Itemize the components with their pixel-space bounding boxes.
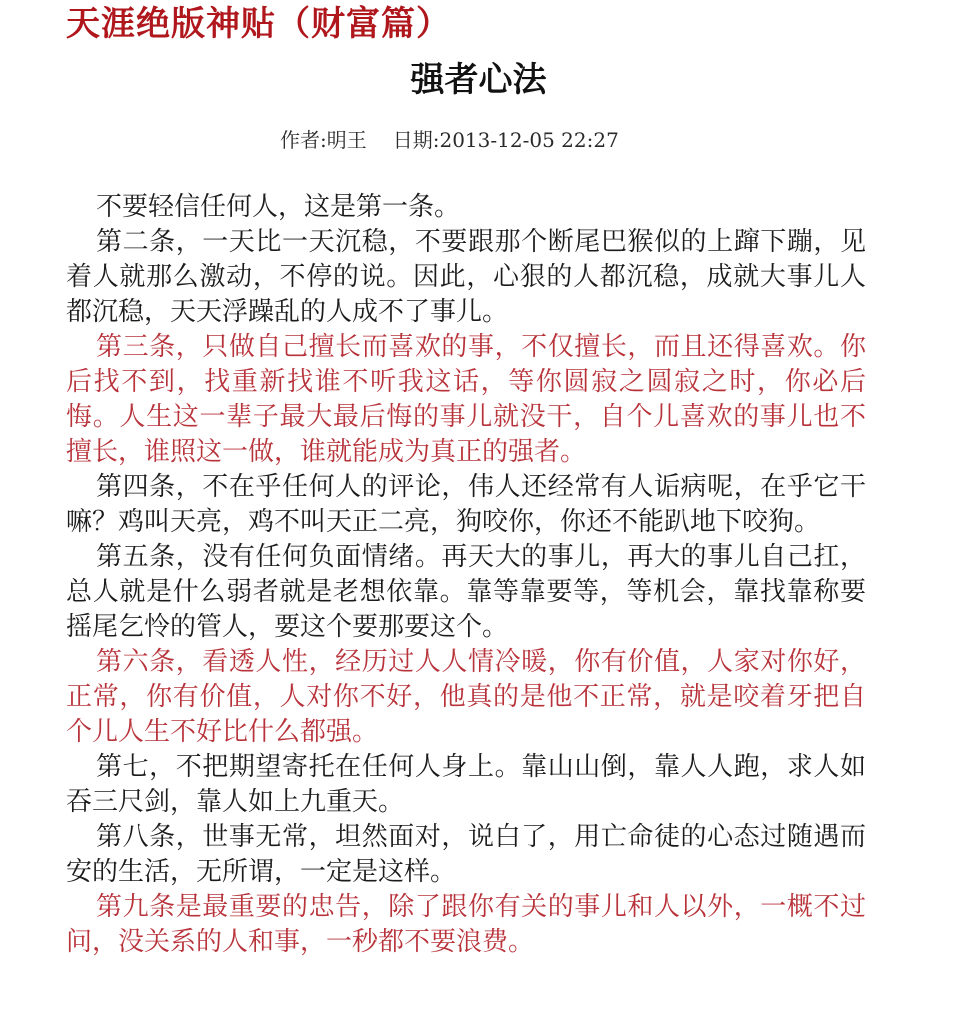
- paragraph-rule-7: 第七，不把期望寄托在任何人身上。靠山山倒，靠人人跑，求人如吞三尺剑，靠人如上九重天。: [66, 752, 866, 817]
- article-body: [66, 190, 866, 960]
- paragraph-rule-8: 第八条，世事无常，坦然面对，说白了，用亡命徒的心态过随遇而安的生活，无所谓，一定是这样。: [66, 822, 866, 887]
- author-label: 作者:明王: [280, 128, 367, 152]
- series-banner: 天涯绝版神贴（财富篇）: [66, 4, 451, 44]
- paragraph-rule-9: 第九条是最重要的忠告，除了跟你有关的事儿和人以外，一概不过问，没关系的人和事，一秒都不要浪费。: [66, 892, 866, 957]
- paragraph-rule-5: 第五条，没有任何负面情绪。再天大的事儿，再大的事儿自己扛，总人就是什么弱者就是老想依靠。靠等靠要等，等机会，靠找靠称要摇尾乞怜的管人，要这个要那要这个。: [66, 542, 866, 642]
- paragraph-rule-2: 第二条，一天比一天沉稳，不要跟那个断尾巴猴似的上蹿下蹦，见着人就那么激动，不停的说。因此，心狠的人都沉稳，成就大事儿人都沉稳，天天浮躁乱的人成不了事儿。: [66, 227, 866, 327]
- paragraph-rule-6: 第六条，看透人性，经历过人人情冷暖，你有价值，人家对你好，正常，你有价值，人对你不好，他真的是他不正常，就是咬着牙把自个儿人生不好比什么都强。: [66, 647, 866, 747]
- paragraph-rule-3: 第三条，只做自己擅长而喜欢的事，不仅擅长，而且还得喜欢。你后找不到，找重新找谁不听我这话，等你圆寂之圆寂之时，你必后悔。人生这一辈子最大最后悔的事儿就没干，自个儿喜欢的事儿也不擅长，谁照这一做，谁就能成为真正的强者。: [66, 332, 866, 467]
- paragraph-rule-1: 不要轻信任何人，这是第一条。: [96, 192, 461, 222]
- date-label: 日期:2013-12-05 22:27: [392, 128, 619, 152]
- article-byline: [280, 126, 619, 154]
- paragraph-rule-4: 第四条，不在乎任何人的评论，伟人还经常有人诟病呢，在乎它干嘛？鸡叫天亮，鸡不叫天正二亮，狗咬你，你还不能趴地下咬狗。: [66, 472, 866, 537]
- article-title: 强者心法: [410, 60, 547, 100]
